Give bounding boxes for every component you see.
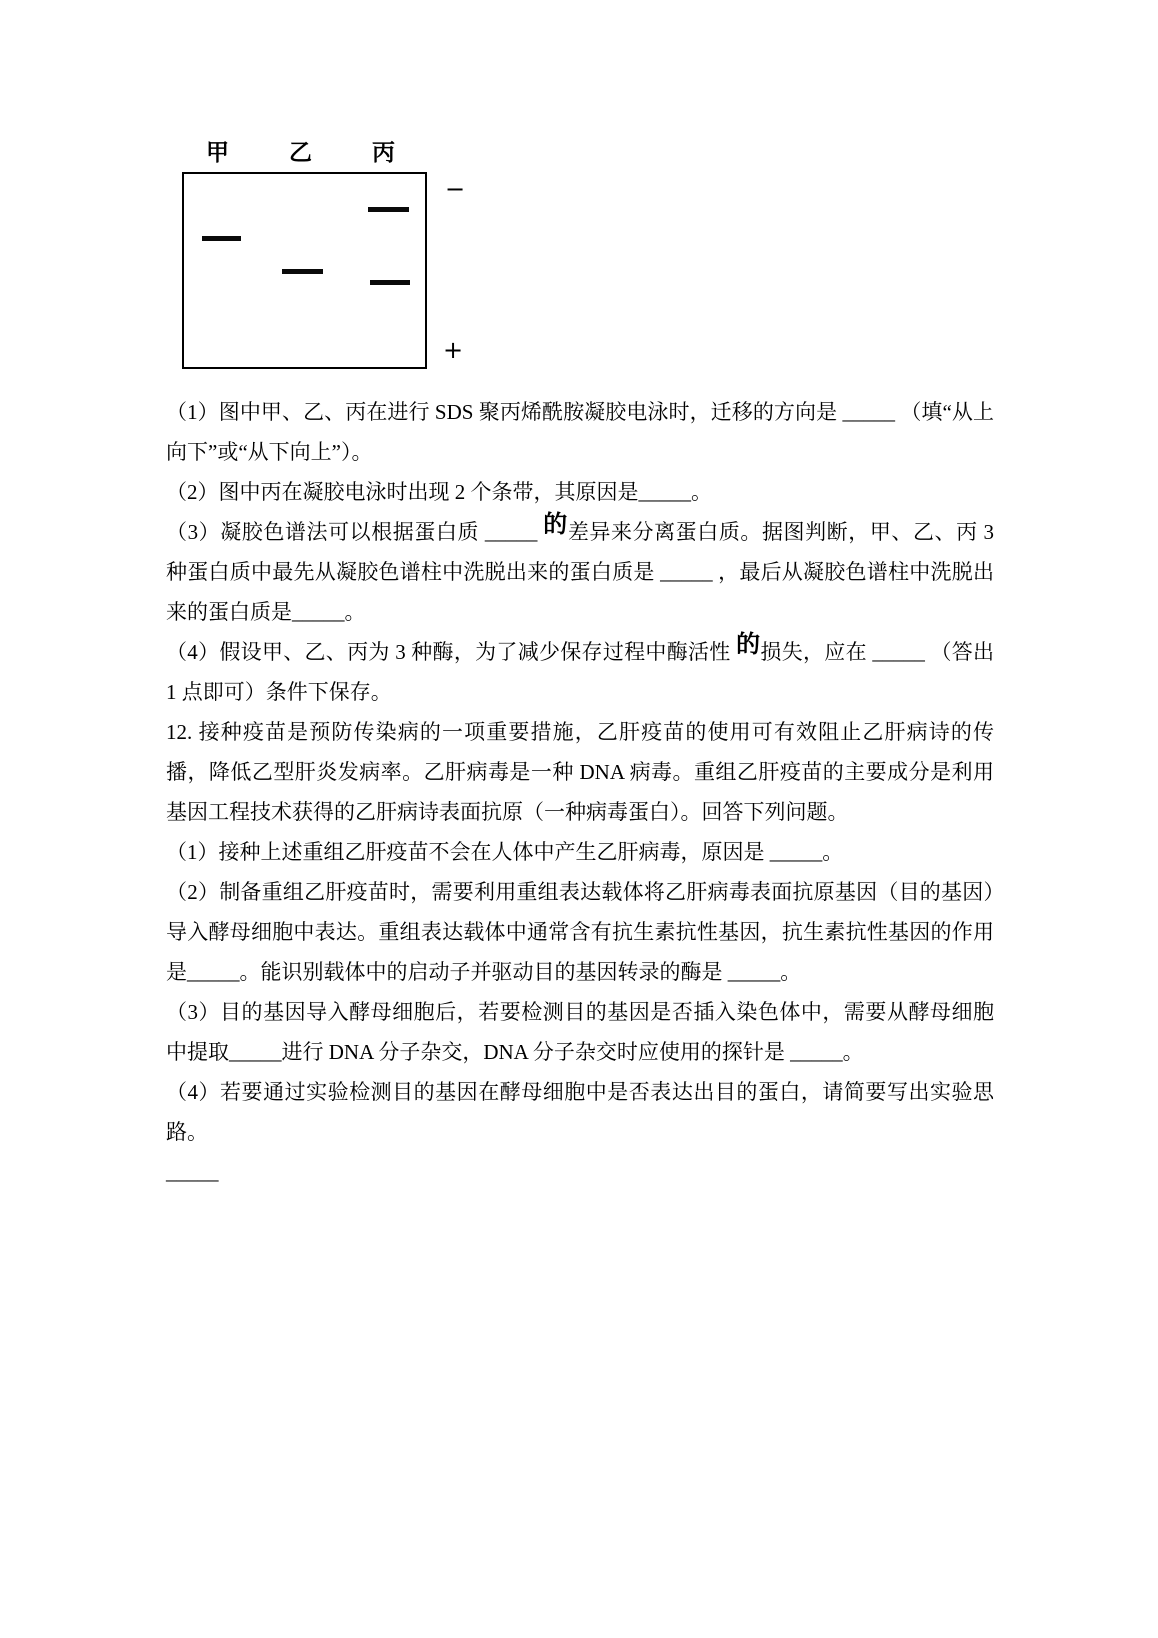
superscript-de-character: 的 (543, 512, 568, 538)
gel-band-bing-upper (368, 207, 409, 212)
q12-part4-answer-blank: _____ (166, 1160, 219, 1184)
q11-part2: （2）图中丙在凝胶电泳时出现 2 个条带，其原因是_____。 (166, 480, 712, 504)
lane-label-bing: 丙 (372, 140, 395, 165)
positive-electrode-symbol: + (443, 336, 464, 364)
text-segment: （4）假设甲、乙、丙为 3 种酶，为了减少保存过程中酶活性 (166, 640, 737, 664)
gel-box (182, 172, 427, 369)
superscript-de-character: 的 (736, 632, 761, 658)
q12-part2: （2）制备重组乙肝疫苗时，需要利用重组表达载体将乙肝病毒表面抗原基因（目的基因）导入酵母细胞中表达。重组表达载体中通常含有抗生素抗性基因，抗生素抗性基因的作用是_____。能识别载体中的启动子并驱动目的基因转录的酶是 _____。 (166, 880, 994, 984)
gel-band-bing-lower (370, 280, 410, 285)
gel-band-jia (202, 236, 241, 241)
text-segment: 差异来分离蛋白质。据图判断，甲、乙、丙 3 种蛋白质中最先从凝胶色谱柱中洗脱出来的蛋白质是 _____ ，最后从凝胶色谱柱中洗脱出来的蛋白质是_____。 (166, 520, 995, 624)
q11-part1: （1）图中甲、乙、丙在进行 SDS 聚丙烯酰胺凝胶电泳时，迁移的方向是 _____ （填“从上向下”或“从下向上”）。 (166, 400, 994, 464)
gel-band-yi (282, 269, 323, 274)
q12-part1: （1）接种上述重组乙肝疫苗不会在人体中产生乙肝病毒，原因是 _____。 (166, 840, 844, 864)
q12-part3: （3）目的基因导入酵母细胞后，若要检测目的基因是否插入染色体中，需要从酵母细胞中提取_____进行 DNA 分子杂交，DNA 分子杂交时应使用的探针是 _____。 (166, 1000, 994, 1064)
text-segment: （3）凝胶色谱法可以根据蛋白质 _____ (166, 520, 544, 544)
lane-label-yi: 乙 (289, 140, 312, 165)
text-segment: 损失，应在 _____ （答出 1 点即可）条件下保存。 (166, 640, 995, 704)
q11-part3 (166, 512, 994, 632)
question-text-block (166, 392, 994, 1192)
q11-part4 (166, 632, 994, 712)
q12-intro: 12. 接种疫苗是预防传染病的一项重要措施，乙肝疫苗的使用可有效阻止乙肝病诗的传播，降低乙型肝炎发病率。乙肝病毒是一种 DNA 病毒。重组乙肝疫苗的主要成分是利用基因工程技术获得的乙肝病诗表面抗原（一种病毒蛋白）。回答下列问题。 (166, 720, 994, 824)
lane-label-jia: 甲 (206, 140, 229, 165)
negative-electrode-symbol: − (445, 175, 466, 203)
gel-electrophoresis-figure (0, 0, 520, 400)
q12-part4: （4）若要通过实验检测目的基因在酵母细胞中是否表达出目的蛋白，请简要写出实验思路。 (166, 1080, 994, 1144)
